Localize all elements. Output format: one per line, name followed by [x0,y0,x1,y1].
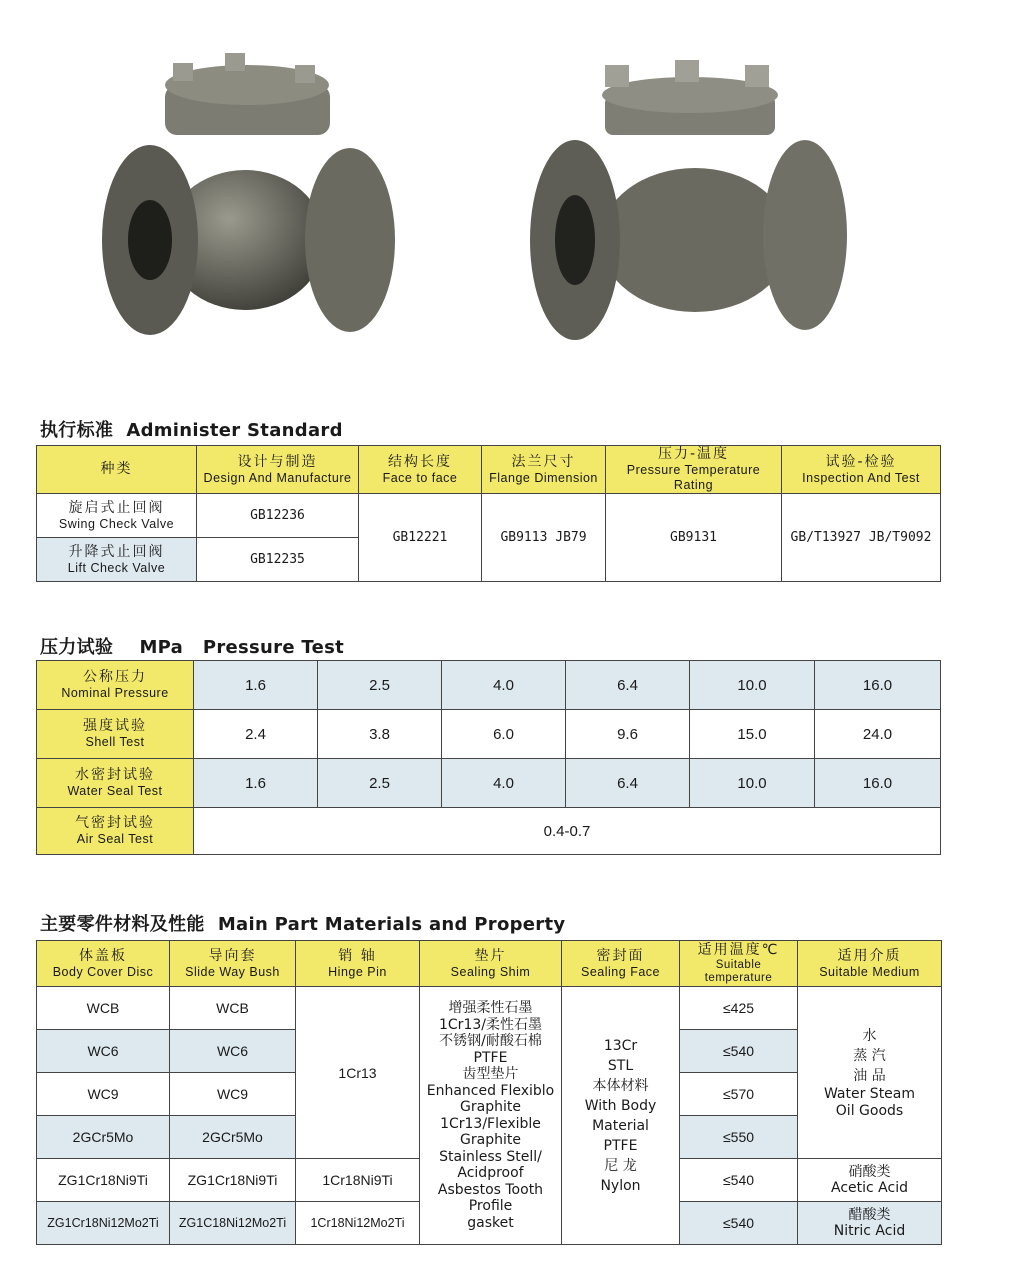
water-seal-value: 6.4 [566,759,690,808]
water-seal-value: 2.5 [318,759,442,808]
bush-material: WCB [170,987,296,1030]
pin-material: 1Cr13 [296,987,420,1159]
header-inspection: 试验-检验 Inspection And Test [782,446,941,494]
temperature-value: ≤540 [680,1030,798,1073]
row-lift-check-valve: 升降式止回阀 Lift Check Valve [37,538,197,582]
sealing-face-list: 13Cr STL 本体材料 With Body Material PTFE 尼 龙 Nylon [562,987,680,1245]
shell-test-value: 15.0 [690,710,815,759]
nominal-value: 10.0 [690,661,815,710]
temperature-value: ≤540 [680,1159,798,1202]
air-seal-value: 0.4-0.7 [194,808,941,855]
row-label-nominal-pressure: 公称压力 Nominal Pressure [37,661,194,710]
body-material: WCB [37,987,170,1030]
shell-test-value: 6.0 [442,710,566,759]
nominal-value: 4.0 [442,661,566,710]
header-slide-way-bush: 导向套 Slide Way Bush [170,941,296,987]
body-material: WC6 [37,1030,170,1073]
water-seal-value: 1.6 [194,759,318,808]
header-sealing-face: 密封面 Sealing Face [562,941,680,987]
temperature-value: ≤425 [680,987,798,1030]
inspection-standard: GB/T13927 JB/T9092 [782,494,941,582]
row-swing-check-valve: 旋启式止回阀 Swing Check Valve [37,494,197,538]
administer-standard-table [36,445,941,582]
bush-material: ZG1C18Ni12Mo2Ti [170,1202,296,1245]
header-sealing-shim: 垫片 Sealing Shim [420,941,562,987]
body-material: WC9 [37,1073,170,1116]
water-seal-value: 16.0 [815,759,941,808]
temperature-value: ≤550 [680,1116,798,1159]
shell-test-value: 9.6 [566,710,690,759]
shell-test-value: 24.0 [815,710,941,759]
header-suitable-medium: 适用介质 Suitable Medium [798,941,942,987]
shell-test-value: 2.4 [194,710,318,759]
pin-material: 1Cr18Ni9Ti [296,1159,420,1202]
sealing-shim-list: 增强柔性石墨 1Cr13/柔性石墨 不锈钢/耐酸石棉 PTFE 齿型垫片 Enhanced Flexiblo Graphite 1Cr13/Flexible Graphite Stainless Stell/ Acidproof Asbestos Tooth Profile gasket [420,987,562,1245]
header-suitable-temperature: 适用温度℃ Suitable temperature [680,941,798,987]
bush-material: ZG1Cr18Ni9Ti [170,1159,296,1202]
bush-material: WC6 [170,1030,296,1073]
water-seal-value: 10.0 [690,759,815,808]
swing-design-standard: GB12236 [197,494,359,538]
row-label-shell-test: 强度试验 Shell Test [37,710,194,759]
administer-standard-title: 执行标准 Administer Standard [40,420,343,441]
lift-design-standard: GB12235 [197,538,359,582]
bush-material: WC9 [170,1073,296,1116]
temperature-value: ≤540 [680,1202,798,1245]
header-flange: 法兰尺寸 Flange Dimension [482,446,606,494]
lift-check-valve-image [525,55,855,345]
header-pt-rating: 压力-温度 Pressure Temperature Rating [606,446,782,494]
medium-nitric-acid: 醋酸类 Nitric Acid [798,1202,942,1245]
pressure-test-table [36,660,941,855]
face-to-face-standard: GB12221 [359,494,482,582]
flange-standard: GB9113 JB79 [482,494,606,582]
body-material: 2GCr5Mo [37,1116,170,1159]
materials-title: 主要零件材料及性能 Main Part Materials and Property [40,914,566,935]
swing-check-valve-image [95,45,415,345]
medium-acetic-acid: 硝酸类 Acetic Acid [798,1159,942,1202]
header-face-to-face: 结构长度 Face to face [359,446,482,494]
materials-table [36,940,942,1245]
nominal-value: 6.4 [566,661,690,710]
nominal-value: 16.0 [815,661,941,710]
bush-material: 2GCr5Mo [170,1116,296,1159]
pt-rating-standard: GB9131 [606,494,782,582]
water-seal-value: 4.0 [442,759,566,808]
pin-material: 1Cr18Ni12Mo2Ti [296,1202,420,1245]
row-label-water-seal-test: 水密封试验 Water Seal Test [37,759,194,808]
nominal-value: 1.6 [194,661,318,710]
body-material: ZG1Cr18Ni12Mo2Ti [37,1202,170,1245]
header-design: 设计与制造 Design And Manufacture [197,446,359,494]
temperature-value: ≤570 [680,1073,798,1116]
header-hinge-pin: 销 轴 Hinge Pin [296,941,420,987]
medium-water-steam-oil: 水 蒸 汽 油 品 Water Steam Oil Goods [798,987,942,1159]
header-body-cover-disc: 体盖板 Body Cover Disc [37,941,170,987]
nominal-value: 2.5 [318,661,442,710]
body-material: ZG1Cr18Ni9Ti [37,1159,170,1202]
header-type: 种类 [37,446,197,494]
shell-test-value: 3.8 [318,710,442,759]
pressure-test-title: 压力试验 MPa Pressure Test [40,637,345,658]
row-label-air-seal-test: 气密封试验 Air Seal Test [37,808,194,855]
